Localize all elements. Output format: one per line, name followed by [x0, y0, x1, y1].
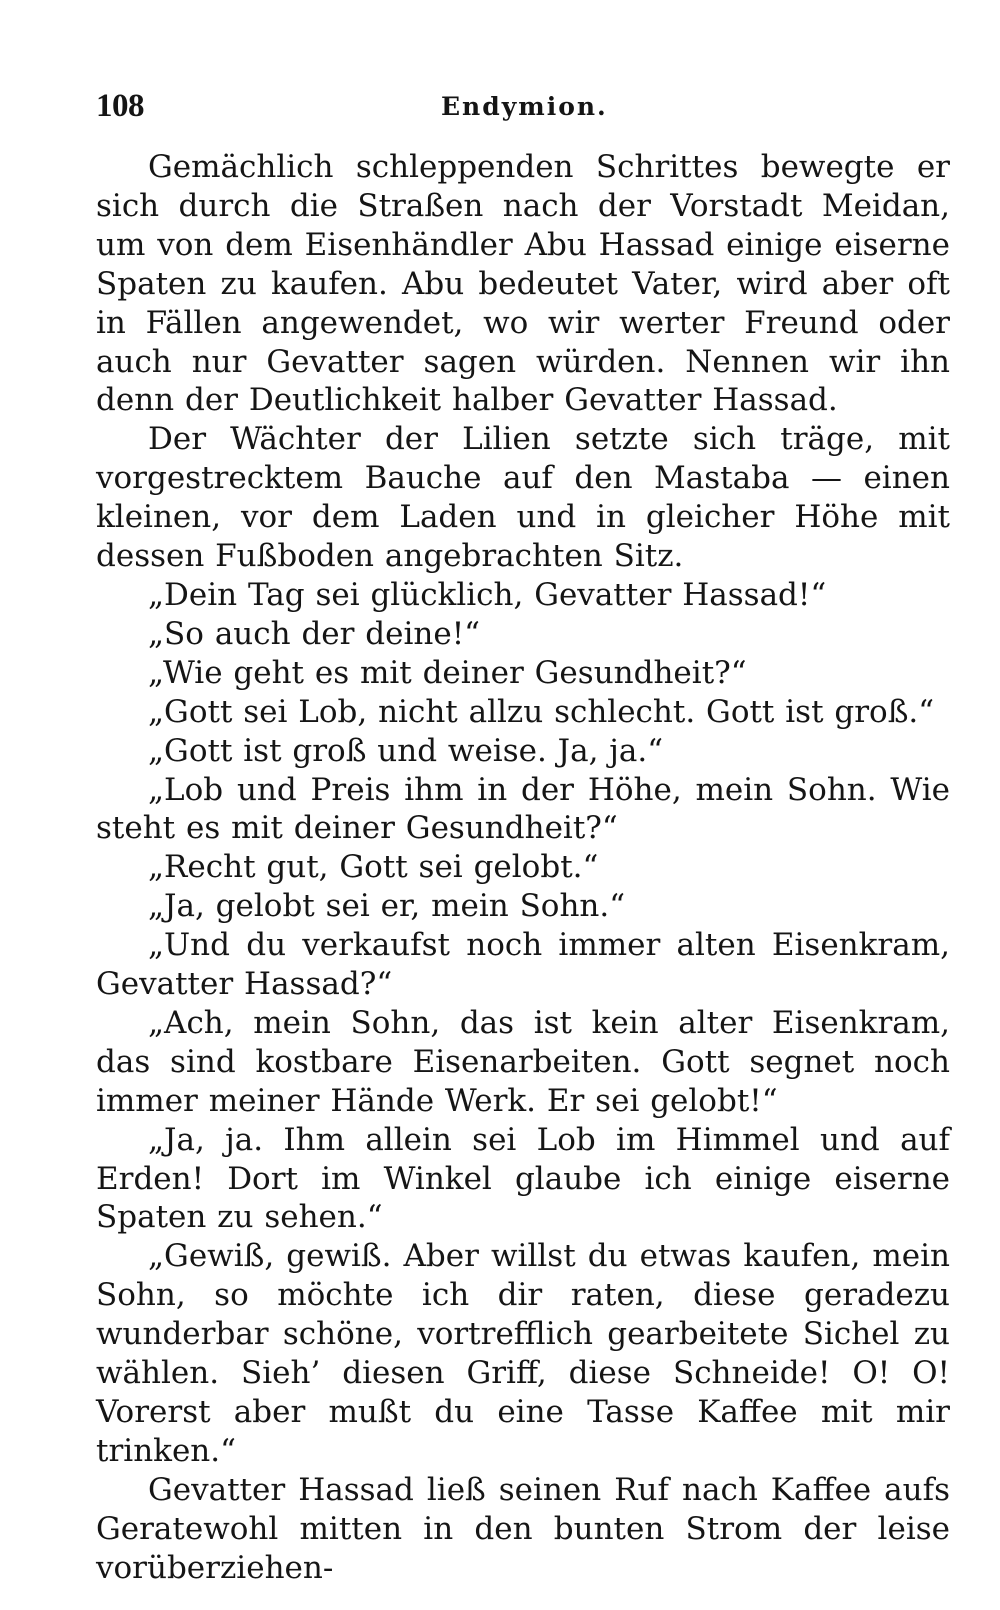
dialogue-line: „Lob und Preis ihm in der Höhe, mein Sohn. Wie steht es mit deiner Gesundheit?“ — [96, 771, 950, 847]
dialogue-line: „Recht gut, Gott sei gelobt.“ — [148, 849, 599, 886]
page-body — [96, 148, 950, 1588]
dialogue-line: „Ja, gelobt sei er, mein Sohn.“ — [148, 888, 626, 925]
dialogue-line: „So auch der deine!“ — [148, 615, 481, 652]
dialogue-line: „Ach, mein Sohn, das ist kein alter Eisenkram, das sind kostbare Eisenarbeiten. Gott segnet noch immer meiner Hände Werk. Er sei gelobt!“ — [96, 1004, 950, 1119]
paragraph: Gevatter Hassad ließ seinen Ruf nach Kaffee aufs Geratewohl mitten in den bunten Strom der leise vorüberziehen- — [96, 1471, 950, 1586]
dialogue-line: „Gott ist groß und weise. Ja, ja.“ — [148, 732, 664, 769]
page-number: 108 — [96, 88, 144, 124]
dialogue-line: „Und du verkaufst noch immer alten Eisenkram, Gevatter Hassad?“ — [96, 927, 950, 1003]
paragraph: Gemächlich schleppenden Schrittes bewegte er sich durch die Straßen nach der Vorstadt Meidan, um von dem Eisenhändler Abu Hassad einige eiserne Spaten zu kaufen. Abu bedeutet Vater, wird aber oft in Fällen angewendet, wo wir werter Freund oder auch nur Gevatter sagen würden. Nennen wir ihn denn der Deutlichkeit halber Gevatter Hassad. — [96, 149, 950, 419]
running-head: Endymion. — [441, 92, 608, 121]
dialogue-line: „Dein Tag sei glücklich, Gevatter Hassad!“ — [148, 576, 827, 613]
dialogue-line: „Wie geht es mit deiner Gesundheit?“ — [148, 654, 747, 691]
dialogue-line: „Gott sei Lob, nicht allzu schlecht. Gott ist groß.“ — [148, 693, 935, 730]
paragraph: Der Wächter der Lilien setzte sich träge, mit vorgestrecktem Bauche auf den Mastaba — einen kleinen, vor dem Laden und in gleicher Höhe mit dessen Fußboden angebrachten Sitz. — [96, 421, 950, 575]
page-header — [96, 88, 951, 128]
dialogue-line: „Ja, ja. Ihm allein sei Lob im Himmel und auf Erden! Dort im Winkel glaube ich einige eiserne Spaten zu sehen.“ — [96, 1121, 950, 1236]
dialogue-line: „Gewiß, gewiß. Aber willst du etwas kaufen, mein Sohn, so möchte ich dir raten, diese geradezu wunderbar schöne, vortrefflich gearbeitete Sichel zu wählen. Sieh’ diesen Griff, diese Schneide! O! O! Vorerst aber mußt du eine Tasse Kaffee mit mir trinken.“ — [96, 1238, 950, 1469]
